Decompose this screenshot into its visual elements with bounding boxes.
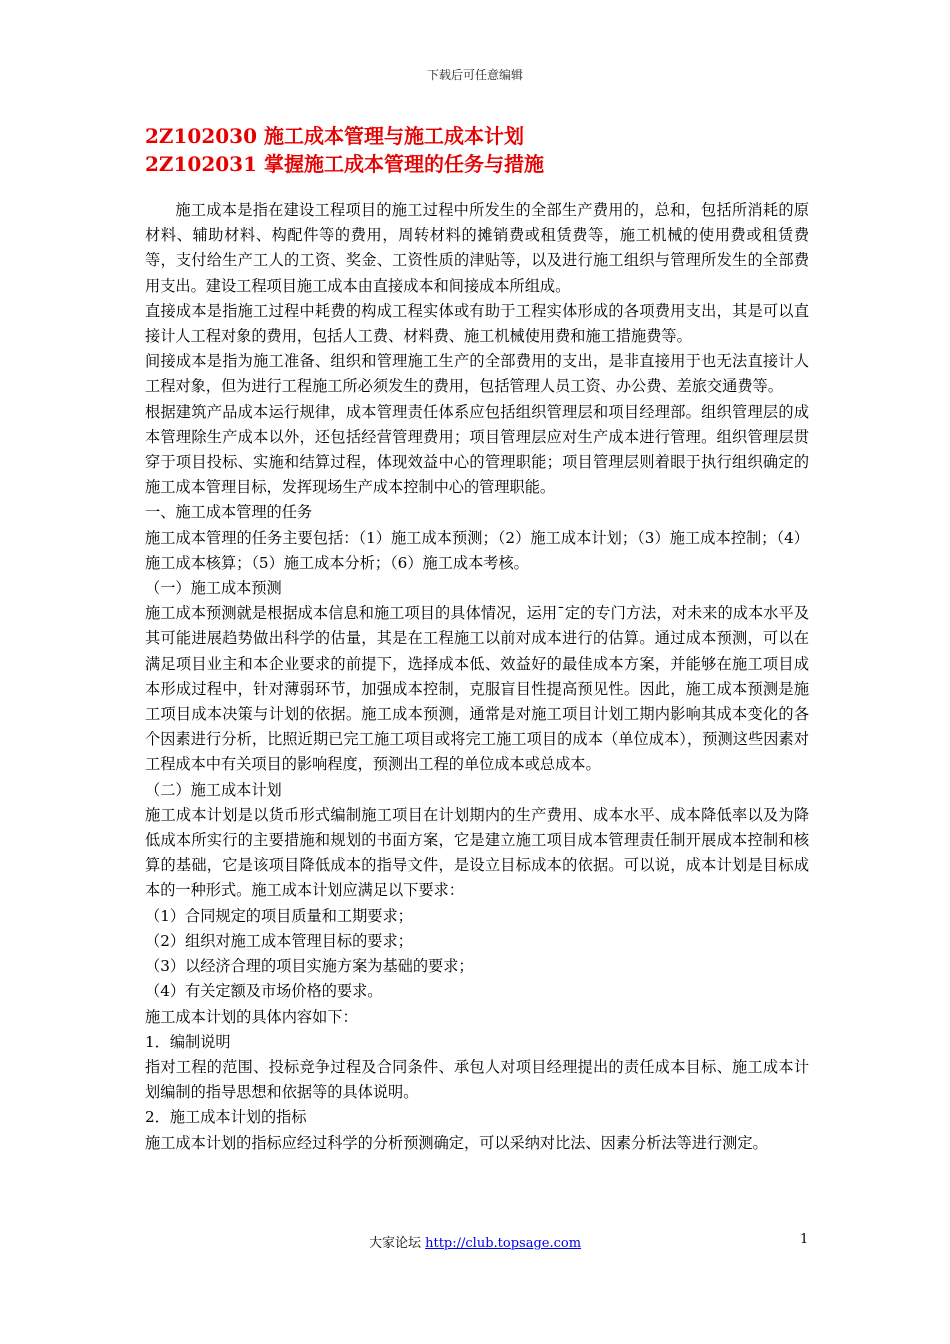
heading-plan-indicators: 2．施工成本计划的指标 [145,1108,307,1127]
section-titles [145,122,825,178]
paragraph-cost-forecast: 施工成本预测就是根据成本信息和施工项目的具体情况，运用ˉ定的专门方法，对未来的成本水平及其可能进展趋势做出科学的估量，其是在工程施工以前对成本进行的估算。通过成本预测，可以在满足项目业主和本企业要求的前提下，选择成本低、效益好的最佳成本方案，并能够在施工项目成本形成过程中，针对薄弱环节，加强成本控制，克服盲目性提高预见性。因此，施工成本预测是施工项目成本决策与计划的依据。施工成本预测，通常是对施工项目计划工期内影响其成本变化的各个因素进行分析，比照近期已完工施工项目或将完工施工项目的成本（单位成本），预测这些因素对工程成本中有关项目的影响程度，预测出工程的单位成本或总成本。 [145,604,809,774]
list-item: （4）有关定额及市场价格的要求。 [145,982,383,1001]
heading-cost-forecast: （一）施工成本预测 [145,579,282,598]
page-number: 1 [800,1232,809,1247]
section-title: 2Z102030 施工成本管理与施工成本计划 [145,124,524,148]
list-item: （3）以经济合理的项目实施方案为基础的要求； [145,957,474,976]
heading-compilation-notes: 1．编制说明 [145,1032,231,1051]
footer-label: 大家论坛 [368,1236,421,1251]
paragraph-direct-cost: 直接成本是指施工过程中耗费的构成工程实体或有助于工程实体形成的各项费用支出，其是可以直接计人工程对象的费用，包括人工费、材料费、施工机械使用费和施工措施费等。 [145,301,809,346]
heading-cost-management-tasks: 一、施工成本管理的任务 [145,503,313,522]
paragraph-compilation-notes: 指对工程的范围、投标竞争过程及合同条件、承包人对项目经理提出的责任成本目标、施工成本计划编制的指导思想和依据等的具体说明。 [145,1057,809,1102]
paragraph-task-list: 施工成本管理的任务主要包括：（1）施工成本预测；（2）施工成本计划；（3）施工成本控制；（4）施工成本核算；（5）施工成本分析；（6）施工成本考核。 [145,528,809,572]
paragraph-construction-cost: 施工成本是指在建设工程项目的施工过程中所发生的全部生产费用的，总和，包括所消耗的原材料、辅助材料、构配件等的费用，周转材料的摊销费或租赁费等，施工机械的使用费或租赁费等，支付给生产工人的工资、奖金、工资性质的津贴等，以及进行施工组织与管理所发生的全部费用支出。建设工程项目施工成本由直接成本和间接成本所组成。 [145,201,809,295]
footer-link[interactable]: http://club.topsage.com [425,1236,582,1251]
paragraph-plan-indicators: 施工成本计划的指标应经过科学的分析预测确定，可以采纳对比法、因素分析法等进行测定。 [145,1133,768,1152]
document-body [145,198,809,1156]
subsection-title: 2Z102031 掌握施工成本管理的任务与措施 [145,152,544,176]
paragraph-indirect-cost: 间接成本是指为施工准备、组织和管理施工生产的全部费用的支出，是非直接用于也无法直接计人工程对象，但为进行工程施工所必须发生的费用，包括管理人员工资、办公费、差旅交通费等。 [145,352,809,396]
heading-cost-plan: （二）施工成本计划 [145,780,282,799]
list-item: （1）合同规定的项目质量和工期要求； [145,906,413,925]
list-item: （2）组织对施工成本管理目标的要求； [145,931,413,950]
paragraph-responsibility-system: 根据建筑产品成本运行规律，成本管理责任体系应包括组织管理层和项目经理部。组织管理层的成本管理除生产成本以外，还包括经营管理费用；项目管理层应对生产成本进行管理。组织管理层贯穿于项目投标、实施和结算过程，体现效益中心的管理职能；项目管理层则着眼于执行组织确定的施工成本管理目标，发挥现场生产成本控制中心的管理职能。 [145,402,809,497]
paragraph-plan-contents: 施工成本计划的具体内容如下： [145,1007,358,1026]
page-header: 下载后可任意编辑 [426,68,523,82]
paragraph-cost-plan: 施工成本计划是以货币形式编制施工项目在计划期内的生产费用、成本水平、成本降低率以及为降低成本所实行的主要措施和规划的书面方案，它是建立施工项目成本管理责任制开展成本控制和核算的基础，它是该项目降低成本的指导文件，是设立目标成本的依据。可以说，成本计划是目标成本的一种形式。施工成本计划应满足以下要求： [145,805,809,900]
